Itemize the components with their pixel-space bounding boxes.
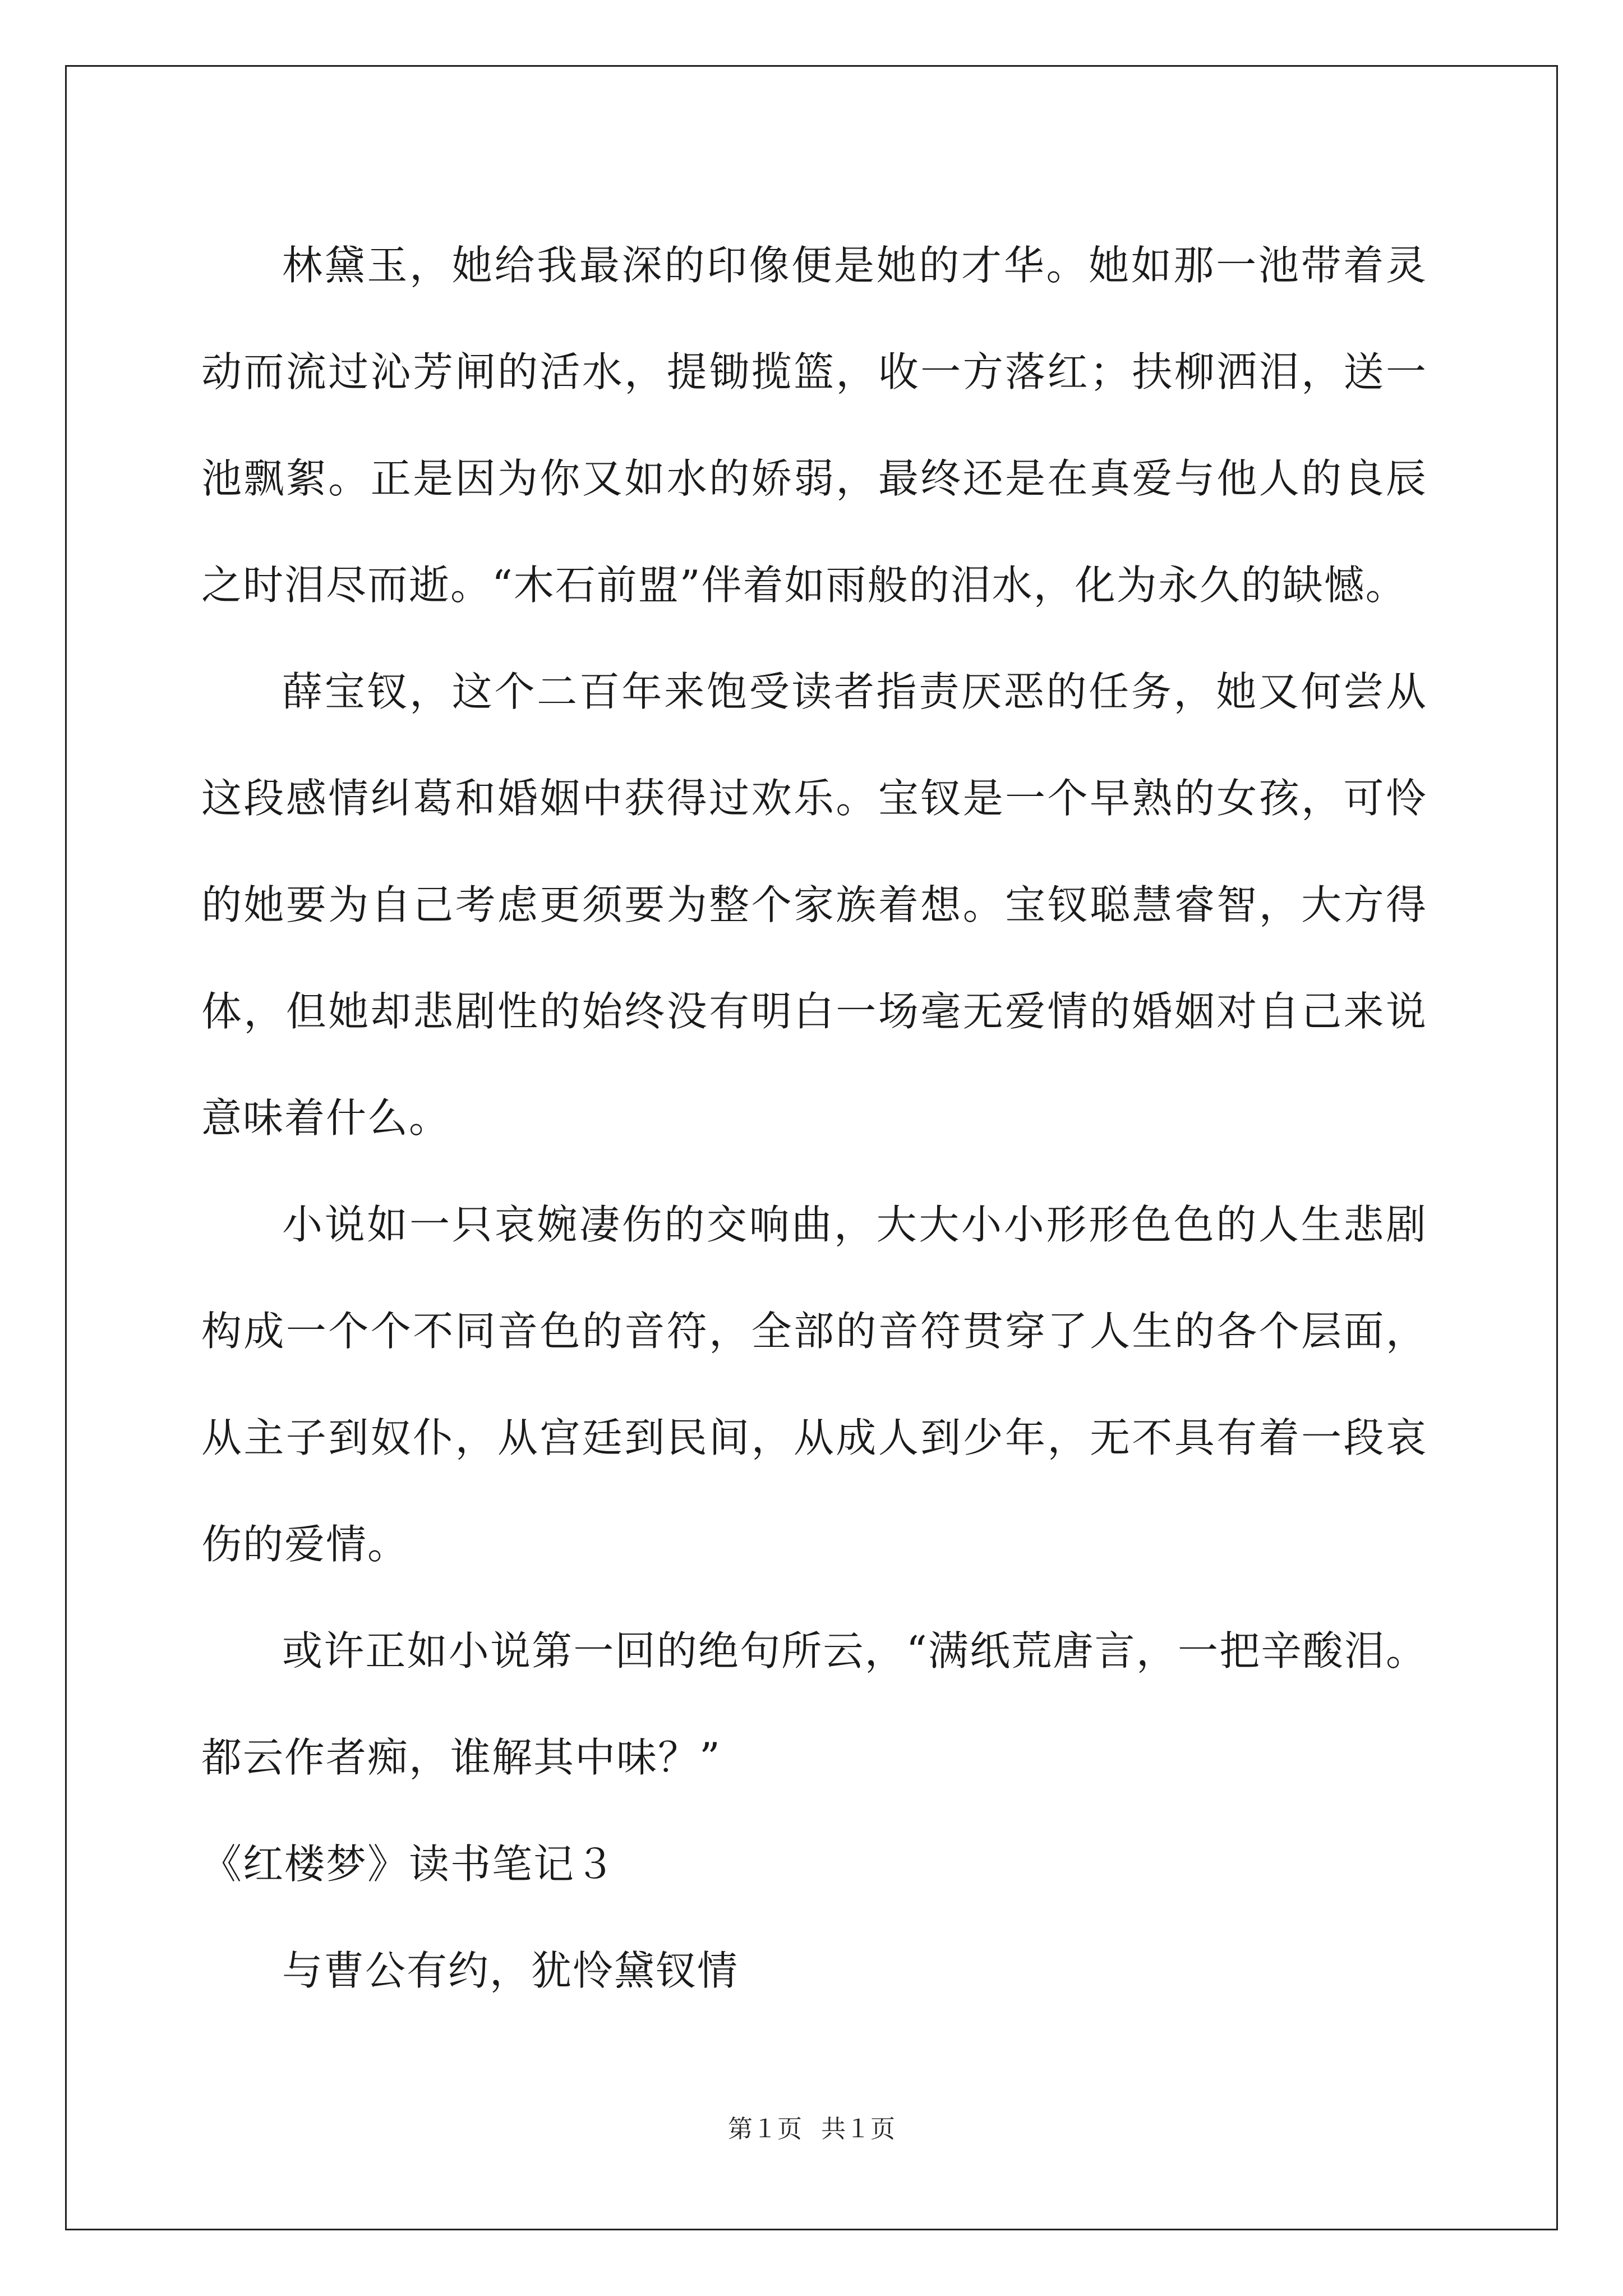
section-subtitle: 与曹公有约，犹怜黛钗情: [282, 1947, 739, 1994]
paragraph-lin-daiyu: 林黛玉，她给我最深的印像便是她的才华。她如那一池带着灵动而流过沁芳闸的活水，提锄揽篮，收一方落红；扶柳洒泪，送一池飘絮。正是因为你又如水的娇弱，最终还是在真爱与他人的良辰之时泪尽而逝。“木石前盟”伴着如雨般的泪水，化为永久的缺憾。: [201, 242, 1427, 609]
paragraph-symphony: 小说如一只哀婉凄伤的交响曲，大大小小形形色色的人生悲剧构成一个个不同音色的音符，全部的音符贯穿了人生的各个层面，从主子到奴仆，从宫廷到民间，从成人到少年，无不具有着一段哀伤的爱情。: [201, 1201, 1427, 1568]
paragraph-xue-baochai: 薛宝钗，这个二百年来饱受读者指责厌恶的任务，她又何尝从这段感情纠葛和婚姻中获得过欢乐。宝钗是一个早熟的女孩，可怜的她要为自己考虑更须要为整个家族着想。宝钗聪慧睿智，大方得体，但她却悲剧性的始终没有明白一场毫无爱情的婚姻对自己来说意味着什么。: [201, 668, 1427, 1142]
page-number: 第１页: [728, 2115, 802, 2143]
page-total: 共１页: [821, 2115, 895, 2143]
document-body: [201, 212, 1427, 2024]
section-heading: 《红楼梦》读书笔记３: [201, 1841, 617, 1888]
page-footer: [0, 2113, 1623, 2146]
paragraph-quote: 或许正如小说第一回的绝句所云，“满纸荒唐言，一把辛酸泪。都云作者痴，谁解其中味？”: [201, 1627, 1427, 1781]
